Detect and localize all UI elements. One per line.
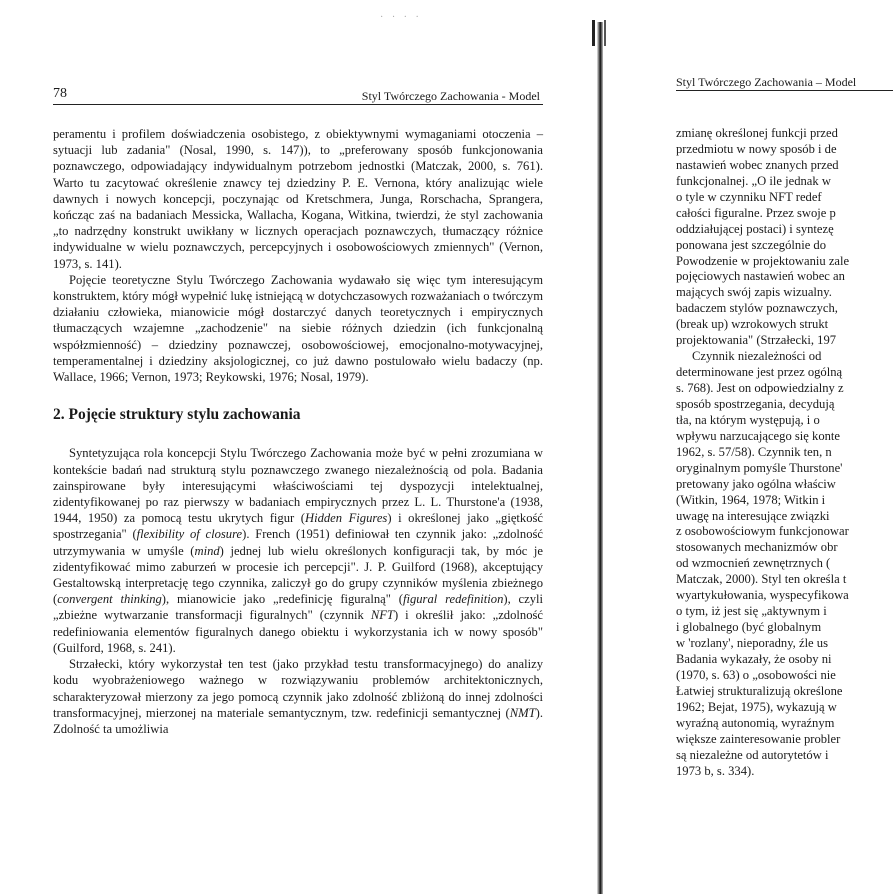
paragraph-4: Strzałecki, który wykorzystał ten test (jako przykład testu transformacyjnego) do analizy kodu wyobrażeniowego ważnego w rozwiązywaniu problemów architektonicznych, scharakteryzował mierzony za jego pomocą czynnik jako zdolność zbliżoną do innej zdolności transformacyjnej, mierzonej na materiale semantycznym, tzw. redefinicji semantycznej (NMT). Zdolność ta umożliwia	[53, 657, 543, 736]
right-page-line: pretowany jako ogólna właściw	[676, 476, 836, 491]
right-page-body	[676, 126, 893, 779]
paragraph-3: Syntetyzująca rola koncepcji Stylu Twórczego Zachowania może być w pełni zrozumiana w kontekście badań nad strukturą stylu poznawczego zwanego niezależnością od pola. Badania zainspirowane były interesującymi właściwościami tej dyspozycji intelektualnej, zidentyfikowanej po raz pierwszy w badaniach empirycznych przez L. L. Thurstone'a (1938, 1944, 1950) za pomocą testu ukrytych figur (Hidden Figures) i określonej jako „giętkość spostrzegania" (flexibility of closure). French (1951) definiował ten czynnik jako: „zdolność utrzymywania w umyśle (mind) jednej lub wielu określonych konfiguracji tak, by móc je zidentyfikować mimo zaburzeń w procesie ich percepcji". J. P. Guilford (1968), akceptujący Gestaltowską interpretację tego czynnika, zaliczył go do grupy czynników myślenia zbieżnego (convergent thinking), mianowicie jako „redefinicję figuralną" (figural redefinition), czyli „zbieżne wytwarzanie transformacji figuralnych" (czynnik NFT) i określił jako: „zdolność redefiniowania elementów figuralnych danego obiektu i wykorzystania ich w nowy sposób" (Guilford, 1968, s. 241).	[53, 446, 544, 655]
right-page-line: s. 768). Jest on odpowiedzialny z	[676, 381, 844, 395]
right-page-line: i globalnego (być globalnym	[676, 620, 822, 635]
right-page-line: Badania wykazały, że osoby ni	[676, 651, 832, 666]
running-title-left: Styl Twórczego Zachowania - Model	[361, 89, 540, 103]
right-page-line: 1973 b, s. 334).	[676, 763, 755, 778]
right-page-line: 1962; Bejat, 1975), wykazują w	[676, 699, 837, 714]
right-page-line: zmianę określonej funkcji przed	[676, 126, 838, 140]
right-page-line: (break up) wzrokowych strukt	[676, 317, 829, 332]
book-spine	[597, 22, 603, 894]
right-page-line: z osobowościowym funkcjonowar	[676, 524, 849, 539]
right-page-line: (1970, s. 63) o „osobowości nie	[676, 667, 836, 682]
right-page-line: oryginalnym pomyśle Thurstone'	[676, 460, 843, 475]
right-page-line: 1962, s. 57/58). Czynnik ten, n	[676, 444, 832, 459]
right-page-line: ponowana jest szczególnie do	[676, 237, 827, 252]
scan-dots: · · · ·	[380, 12, 422, 23]
right-page-line: mających swój zapis wizualny.	[676, 285, 832, 300]
right-page-line: funkcjonalnej. „O ile jednak w	[676, 173, 831, 188]
right-page-line: nastawień wobec znanych przed	[676, 157, 839, 172]
left-page-body	[53, 126, 543, 737]
right-page-line: przedmiotu w nowy sposób i de	[676, 141, 837, 156]
right-page-line: oddziałującej postaci) i syntezę	[676, 221, 834, 236]
right-page-line: wpływu narzucającego się konte	[676, 428, 841, 443]
right-page-line: pojęciowych nastawień wobec an	[676, 269, 845, 284]
right-page-line: o tym, iż jest się „aktywnym i	[676, 604, 827, 619]
left-page-header	[53, 88, 543, 105]
right-page-line: Matczak, 2000). Styl ten określa t	[676, 572, 847, 587]
right-page-line: Czynnik niezależności od	[692, 349, 822, 364]
right-page-line: w 'rozlany', nieporadny, źle us	[676, 636, 828, 650]
right-page-line: uwagę na interesujące związki	[676, 508, 830, 523]
right-page-line: wyraźną autonomią, wyraźnym	[676, 715, 835, 730]
paragraph-2: Pojęcie teoretyczne Stylu Twórczego Zachowania wydawało się więc tym interesującym konstruktem, który mógł wypełnić lukę istniejącą w dotychczasowych rozważaniach o twórczym działaniu człowieka, mianowicie mógł dostarczyć danych teoretycznych i empirycznych tłumaczących wzajemne „zachodzenie" na siebie różnych dziedzin (ich funkcjonalną współzmienność) – dziedziny poznawczej, osobowościowej, emocjonalno-motywacyjnej, temperamentalnej i dziedziny aksjologicznej, co już dawno postulowało wielu badaczy (np. Wallace, 1966; Vernon, 1973; Reykowski, 1976; Nosal, 1979).	[53, 272, 543, 385]
right-page-header	[676, 73, 893, 91]
running-title-right: Styl Twórczego Zachowania – Model	[676, 75, 857, 89]
right-page-line: tła, na którym występują, i o	[676, 412, 820, 427]
paragraph-1: peramentu i profilem doświadczenia osobistego, z obiektywnymi wymaganiami otoczenia – sytuacji lub zadania" (Nosal, 1990, s. 147)), to „preferowany sposób funkcjonowania poznawczego, odpowiadający indywidualnym potrzebom jednostki (Matczak, 2000, s. 761). Warto tu zacytować określenie znawcy tej dziedziny P. E. Vernona, który analizując wiele dawnych i nowych koncepcji, poczynając od Kretschmera, Junga, Rorschacha, Sprangera, kończąc zaś na badaniach Messicka, Wallacha, Kogana, Witkina, twierdzi, że styl zachowania „to nadrzędny konstrukt uwikłany w licznych operacjach poznawczych, tłumaczący różnice indywidualne w wielu poznawczych, percepcyjnych i osobowościowych zmiennych" (Vernon, 1973, s. 141).	[53, 127, 543, 271]
section-title: 2. Pojęcie struktury stylu zachowania	[53, 406, 301, 424]
right-page-line: sposób spostrzegania, decydują	[676, 396, 835, 411]
right-page-line: większe zainteresowanie probler	[676, 731, 841, 746]
right-page-line: całości figuralne. Przez swoje p	[676, 205, 836, 220]
right-page-line: są niezależne od autorytetów i	[676, 747, 829, 762]
right-page-line: determinowane jest przez ogólną	[676, 365, 843, 380]
right-page-line: (Witkin, 1964, 1978; Witkin i	[676, 492, 826, 507]
right-page-line: Powodzenie w projektowaniu zale	[676, 253, 850, 268]
right-page-line: wyartykułowania, wyspecyfikowa	[676, 588, 849, 603]
right-page-line: stosowanych mechanizmów obr	[676, 540, 838, 555]
right-page-line: projektowania" (Strzałecki, 197	[676, 333, 837, 348]
page-number: 78	[53, 86, 67, 101]
right-page-line: Łatwiej strukturalizują określone	[676, 683, 843, 698]
right-page-line: od wzmocnień zewnętrznych (	[676, 556, 831, 571]
spine-binding-mark	[592, 20, 606, 46]
right-page	[676, 70, 893, 894]
right-page-line: badaczem stylów poznawczych,	[676, 301, 838, 316]
right-page-line: o tyle w czynniku NFT redef	[676, 189, 822, 204]
